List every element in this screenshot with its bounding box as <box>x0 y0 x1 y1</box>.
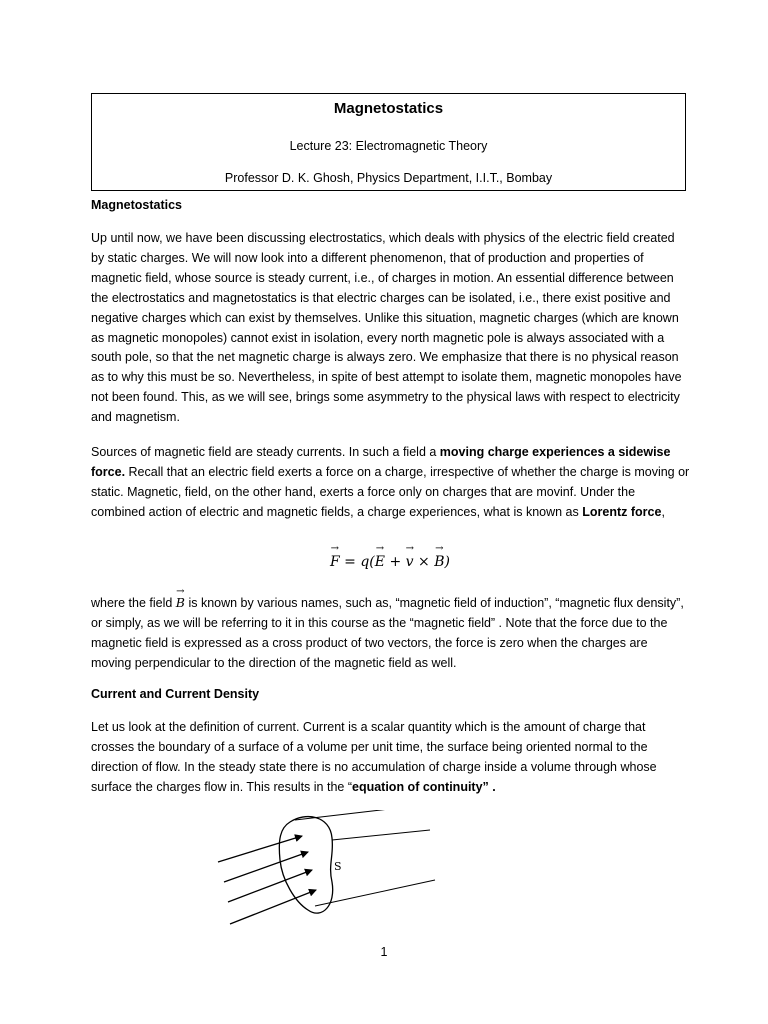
section-heading-current: Current and Current Density <box>91 687 260 701</box>
vector-v: → v <box>406 554 414 570</box>
eq-part: ) <box>444 554 450 570</box>
bold-text-sidewise-force: moving charge experiences a sidewise force. <box>91 445 671 479</box>
bold-text-continuity: equation of continuity” . <box>352 779 496 794</box>
text-run: where the field <box>91 596 176 610</box>
flux-tube-line <box>295 810 415 820</box>
title-box <box>91 93 686 191</box>
vector-B-inline: → B <box>176 593 185 613</box>
surface-label: S <box>334 860 342 873</box>
text-run: Sources of magnetic field are steady currents. In such a field a <box>91 445 440 459</box>
section-heading-magnetostatics: Magnetostatics <box>91 198 182 212</box>
vector-E: → E <box>375 554 385 570</box>
lorentz-force-equation <box>330 554 450 570</box>
text-run: is known by various names, such as, “magnetic field of induction”, “magnetic flux density”, or simply, as we will be referring to it in this course as the “magnetic field” . Note that the force due to the magnetic field is expressed as a cross product of two vectors, the force is zero when the charges are moving perpendicular to the direction of the magnetic field as well. <box>91 596 684 670</box>
eq-part: = q( <box>339 554 375 570</box>
lecture-subtitle: Lecture 23: Electromagnetic Theory <box>289 139 488 153</box>
current-flow-diagram <box>210 810 460 930</box>
flux-tube-line <box>332 830 430 840</box>
eq-part: + <box>385 554 406 570</box>
paragraph-field-names <box>91 593 691 674</box>
vector-B: → B <box>434 554 444 570</box>
bold-text-lorentz-force: Lorentz force <box>582 504 662 519</box>
vector-F: → F <box>330 554 340 570</box>
paragraph-current <box>91 718 691 798</box>
author-line: Professor D. K. Ghosh, Physics Department, I.I.T., Bombay <box>224 171 553 185</box>
eq-part: × <box>413 554 435 570</box>
text-run: , <box>661 504 665 519</box>
text-run: Recall that an electric field exerts a force on a charge, irrespective of whether the charge is moving or static. Magnetic, field, on the other hand, exerts a force only on charges that are movinf. Under the combined action of electric and magnetic fields, a charge experiences, what is known as <box>91 464 690 519</box>
surface-outline <box>279 817 332 914</box>
paragraph-sources <box>91 443 691 523</box>
text-run: Let us look at the definition of current. Current is a scalar quantity which is the amount of charge that crosses the boundary of a surface of a volume per unit time, the surface being oriented normal to the direction of flow. In the steady state there is no accumulation of charge inside a volume through whose surface the charges flow in. This results in the “ <box>91 720 657 794</box>
page-number: 1 <box>380 945 388 959</box>
paragraph-intro: Up until now, we have been discussing electrostatics, which deals with physics of the electric field created by static charges. We will now look into a different phenomenon, that of production and properties of magnetic field, whose source is steady current, i.e., of charges in motion. An essential difference between the electrostatics and magnetostatics is that electric charges can be isolated, i.e., there exist positive and negative charges which can exist by themselves. Unlike this situation, magnetic charges (which are known as magnetic monopoles) cannot exist in isolation, every north magnetic pole is always associated with a south pole, so that the net magnetic charge is always zero. We emphasize that there is no physical reason as to why this must be so. Nevertheless, in spite of best attempt to isolate them, magnetic monopoles have not been found. This, as we will see, brings some asymmetry to the physical laws with respect to electricity and magnetism. <box>91 231 682 425</box>
document-title: Magnetostatics <box>333 100 444 117</box>
